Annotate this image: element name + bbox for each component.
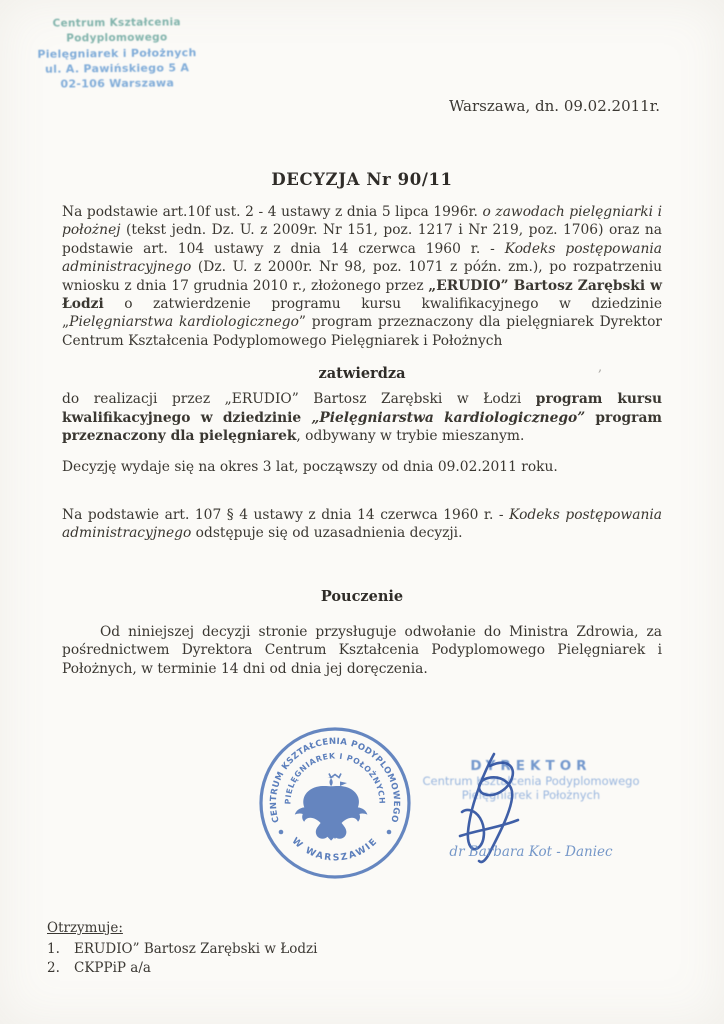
signatory-name: dr Barbara Kot - Daniec: [449, 844, 613, 860]
paragraph-appeal: Od niniejszej decyzji stronie przysługuje odwołanie do Ministra Zdrowia, za pośrednictwem Dyrektora Centrum Kształcenia Podyplomowego Pielęgniarek i Położnych, w terminie 14 dni od dnia jej doręczenia.: [62, 623, 662, 677]
director-org-line: Centrum Kształcenia Podyplomowego: [422, 774, 640, 788]
distribution-list: [47, 920, 317, 977]
text-run: Kodeks postępowania administracyjnego: [62, 506, 662, 542]
text-run: „ERUDIO” Bartosz Zarębski w Łodzi: [62, 277, 663, 313]
list-item: [47, 959, 317, 978]
eagle-icon: [295, 774, 368, 841]
paragraph-approval: [62, 390, 662, 445]
zatwierdza-heading: zatwierdza: [318, 365, 406, 383]
scan-artifact-mark: ,: [598, 360, 603, 375]
pouczenie-heading: Pouczenie: [320, 587, 404, 605]
list-item: [47, 940, 317, 959]
text-run: Na podstawie art. 107 § 4 ustawy z dnia 14 czerwca 1960 r. -: [62, 506, 510, 523]
decision-title: DECYZJA Nr 90/11: [271, 170, 453, 189]
text-run: Pielęgniarstwa kardiologicznego: [69, 314, 299, 331]
director-org-line: Pielęgniarek i Położnych: [461, 788, 601, 802]
seal-graphic: [252, 720, 418, 886]
seal-bottom-text: W WARSZAWIE: [289, 835, 381, 864]
seal-inner-text: PIELĘGNIAREK I POŁOŻNYCH: [283, 751, 387, 805]
seal-dot: [279, 830, 284, 835]
director-title-stamp: DYREKTOR: [470, 758, 592, 774]
address-stamp-line: 02-106 Warszawa: [60, 76, 175, 91]
list-item-number: 2.: [47, 959, 60, 976]
signature-block: [400, 758, 662, 860]
text-run: do realizacji przez „ERUDIO” Bartosz Zarębski w Łodzi: [62, 391, 536, 408]
official-seal: [252, 720, 418, 886]
seal-outer-text: CENTRUM KSZTAŁCENIA PODYPLOMOWEGO: [268, 736, 402, 824]
text-run: Kodeks postępowania administracyjnego: [62, 240, 662, 276]
text-run: o zawodach pielęgniarki i położnej: [62, 204, 662, 239]
text-run: (tekst jedn. Dz. U. z 2009r. Nr 151, poz. 1217 i Nr 219, poz. 1706) oraz na podstawie art. 104 ustawy z dnia 14 czerwca 1960 r. -: [62, 222, 662, 257]
text-run: program przeznaczony dla pielęgniarek: [62, 409, 662, 445]
text-run: , odbywany w trybie mieszanym.: [296, 428, 525, 445]
svg-text:W WARSZAWIE: [290, 835, 381, 863]
list-item-text: ERUDIO” Bartosz Zarębski w Łodzi: [74, 941, 318, 957]
text-run: (Dz. U. z 2000r. Nr 98, poz. 1071 z późn. zm.), po rozpatrzeniu wniosku z dnia 17 grudnia 2010 r., złożonego przez: [62, 259, 662, 294]
paragraph-justification: [62, 506, 662, 543]
address-stamp-line: ul. A. Pawińskiego 5 A: [44, 61, 190, 76]
paragraph-legal-basis: [62, 203, 662, 350]
seal-dot: [387, 830, 392, 835]
address-stamp-line: Centrum Kształcenia Podyplomowego: [52, 16, 181, 45]
text-run: ” program przeznaczony dla pielęgniarek Dyrektor Centrum Kształcenia Podyplomowego Pielęgniarek i Położnych: [62, 314, 662, 349]
text-run: Na podstawie art.10f ust. 2 - 4 ustawy z dnia 5 lipca 1996r.: [62, 204, 483, 220]
list-item-text: CKPPiP a/a: [74, 959, 151, 976]
list-item-number: 1.: [47, 941, 60, 957]
text-run: odstępuje się od uzasadnienia decyzji.: [191, 525, 463, 542]
address-stamp-line: Pielęgniarek i Położnych: [37, 46, 197, 61]
text-run: program kursu kwalifikacyjnego w dziedzinie: [62, 391, 662, 426]
distribution-heading: Otrzymuje:: [47, 920, 123, 936]
paragraph-validity: Decyzję wydaje się na okres 3 lat, począwszy od dnia 09.02.2011 roku.: [62, 459, 558, 476]
document-body: [62, 203, 662, 678]
dateline: Warszawa, dn. 09.02.2011r.: [448, 97, 660, 115]
text-run: o zatwierdzenie programu kursu kwalifikacyjnego w dziedzinie „: [62, 296, 662, 331]
text-run: „Pielęgniarstwa kardiologicznego”: [311, 409, 586, 426]
address-stamp: [10, 15, 225, 92]
